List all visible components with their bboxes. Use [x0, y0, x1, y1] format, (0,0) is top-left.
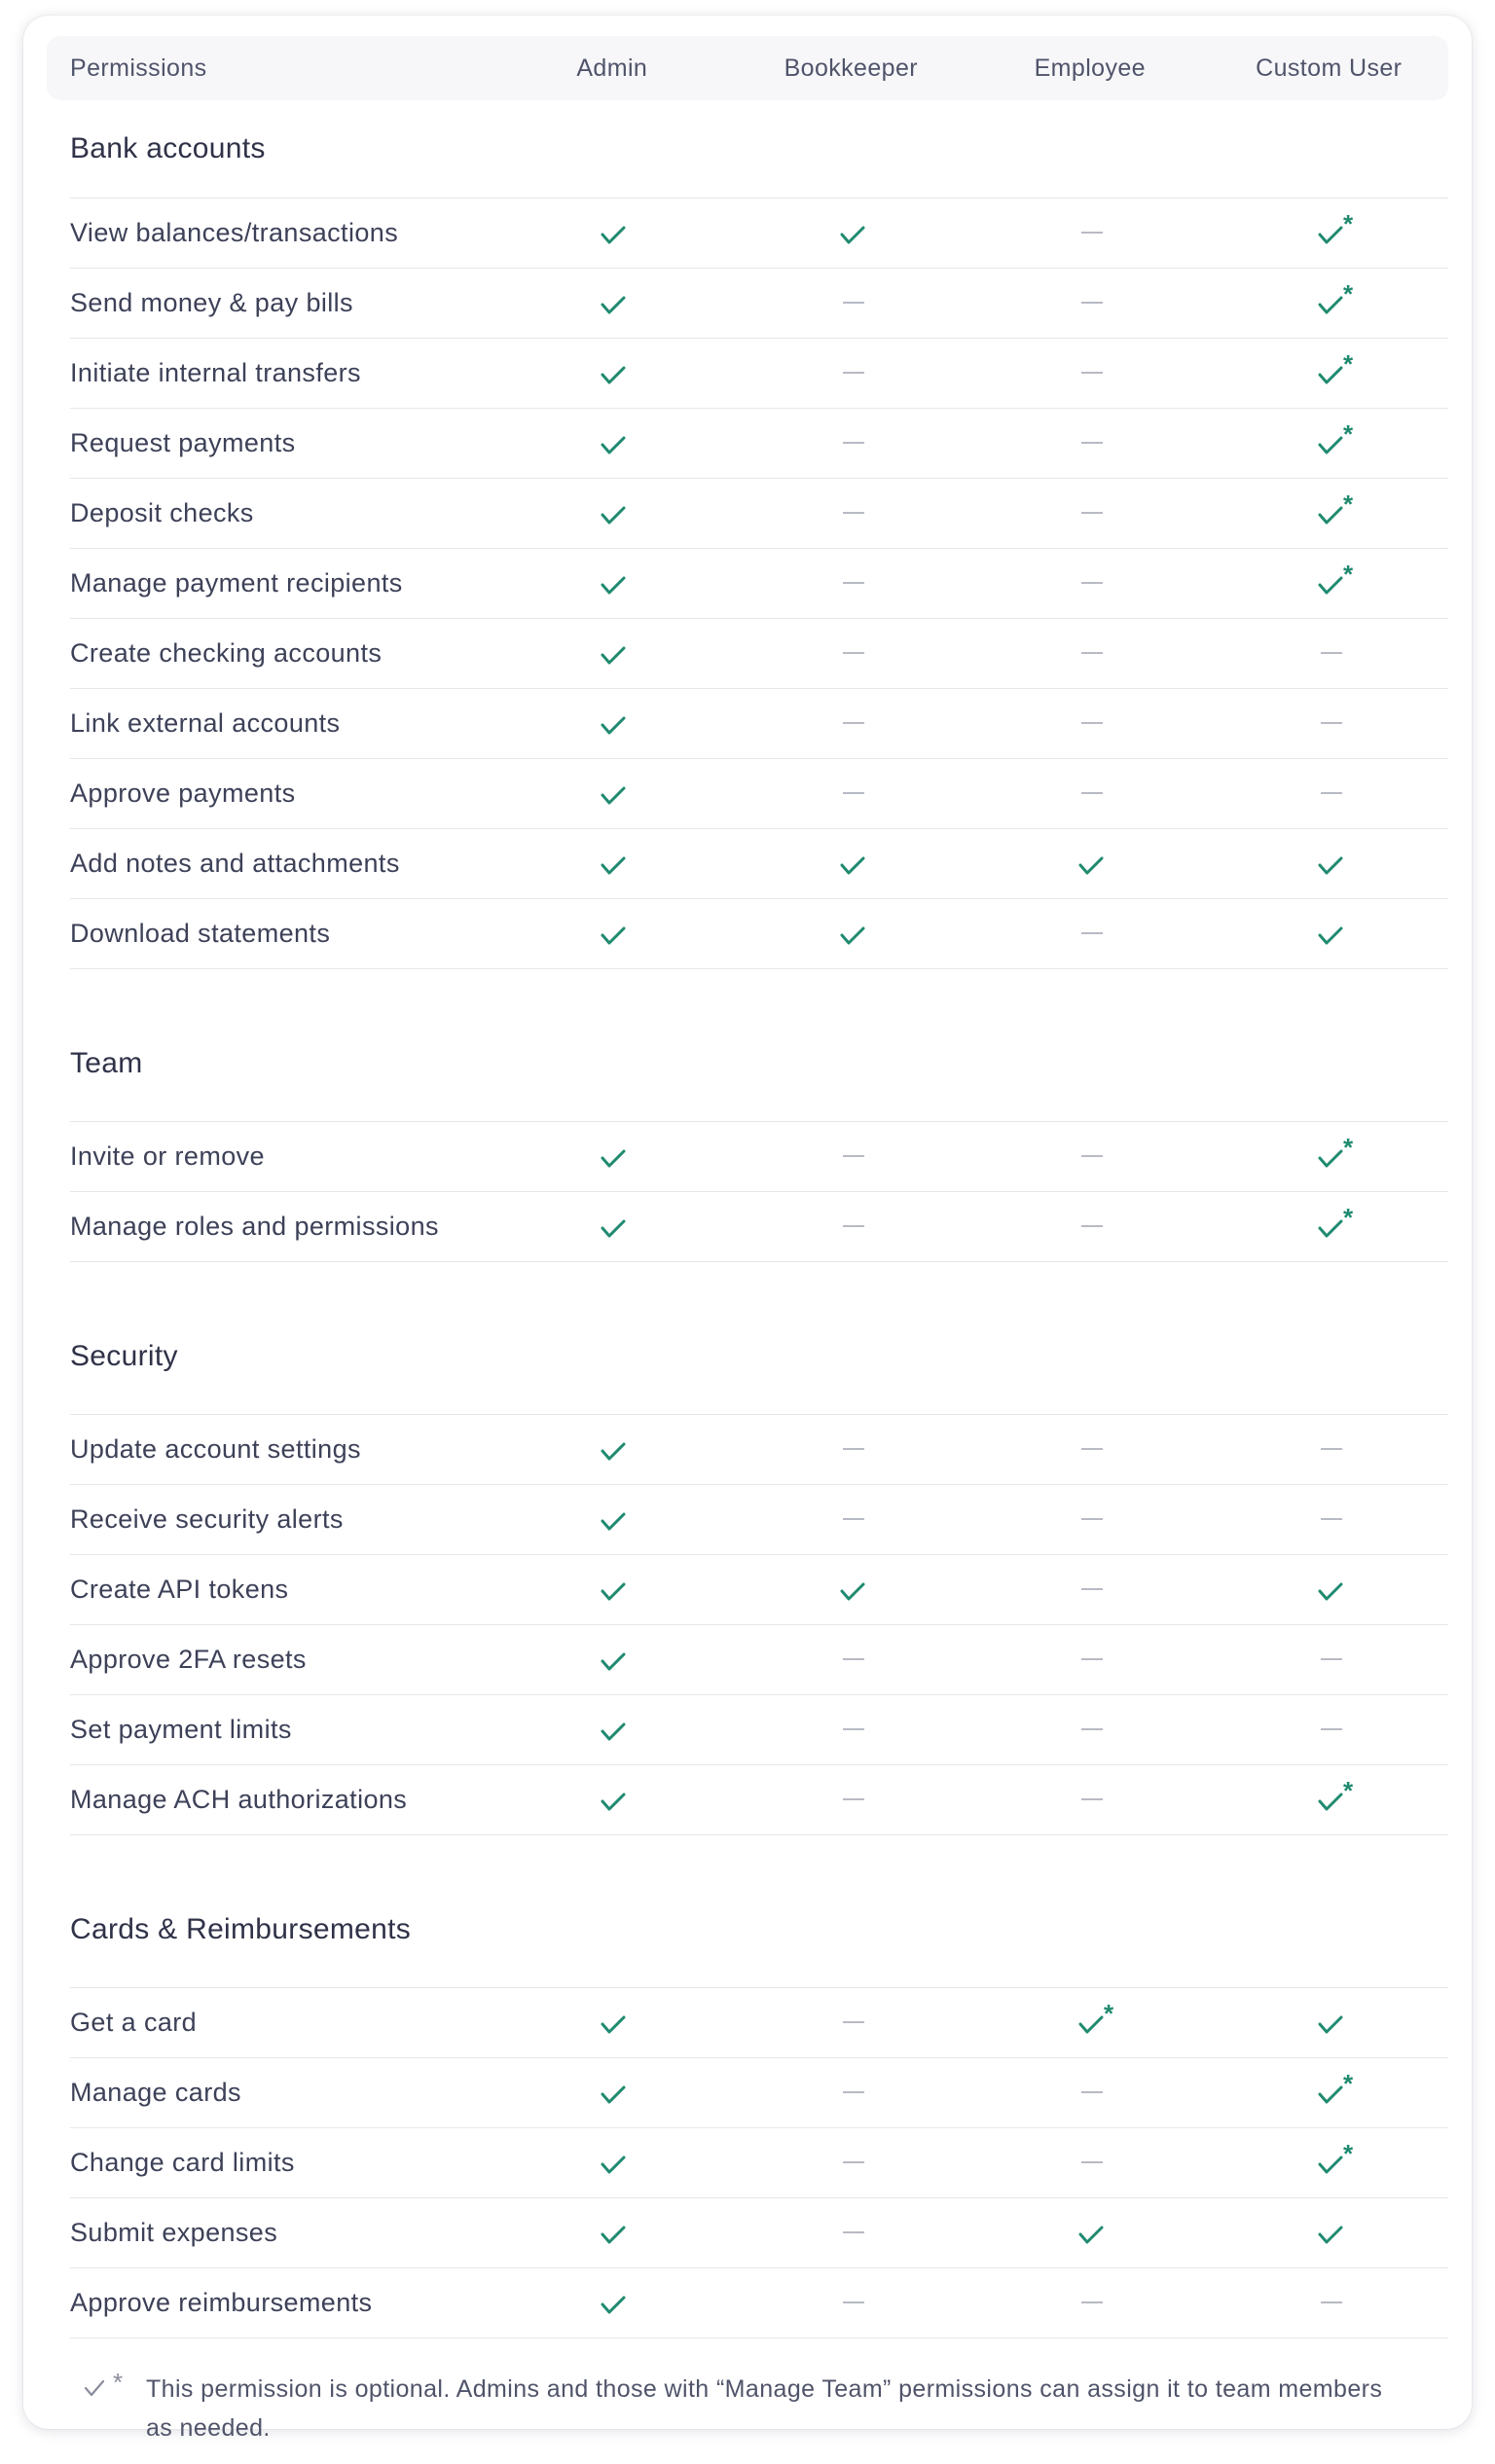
- dash-icon: [970, 549, 1210, 619]
- check-icon: [492, 2268, 732, 2338]
- optional-check-icon: [1210, 479, 1449, 549]
- dash-icon: [970, 619, 1210, 689]
- table-row: [70, 1988, 1448, 2058]
- svg-text:*: *: [1342, 348, 1353, 379]
- check-icon: [1210, 899, 1449, 969]
- permission-label: Add notes and attachments: [70, 849, 400, 878]
- permissions-card: [23, 16, 1472, 2442]
- dash-icon: [732, 479, 971, 549]
- dash-icon: [970, 1122, 1210, 1192]
- permission-label: Deposit checks: [70, 498, 254, 527]
- check-icon: [492, 479, 732, 549]
- table-row: [70, 759, 1448, 829]
- check-icon: [1210, 1555, 1449, 1625]
- section-title: Team: [70, 1006, 1448, 1122]
- table-row: [70, 1555, 1448, 1625]
- section: [70, 1872, 1448, 2338]
- table-row: [70, 479, 1448, 549]
- section: [70, 1006, 1448, 1262]
- table-row: [70, 409, 1448, 479]
- optional-check-icon: [1210, 1765, 1449, 1835]
- dash-icon: [732, 2058, 971, 2128]
- dash-icon: [970, 2058, 1210, 2128]
- dash-icon: [970, 339, 1210, 409]
- svg-text:*: *: [1342, 208, 1353, 238]
- permission-label: Initiate internal transfers: [70, 358, 361, 387]
- table-row: [70, 1122, 1448, 1192]
- dash-icon: [732, 2198, 971, 2268]
- check-icon: [492, 1988, 732, 2058]
- check-icon: [970, 2198, 1210, 2268]
- dash-icon: [732, 269, 971, 339]
- check-icon: [970, 829, 1210, 899]
- dash-icon: [970, 1695, 1210, 1765]
- svg-text:*: *: [1342, 1202, 1353, 1232]
- check-icon: [492, 549, 732, 619]
- dash-icon: [970, 689, 1210, 759]
- dash-icon: [970, 269, 1210, 339]
- svg-text:*: *: [1342, 418, 1353, 449]
- permission-label: Change card limits: [70, 2148, 295, 2177]
- header-role-employee: Employee: [1034, 54, 1146, 82]
- dash-icon: [970, 759, 1210, 829]
- table-row: [70, 2268, 1448, 2338]
- check-icon: [492, 2128, 732, 2198]
- table-row: [70, 1485, 1448, 1555]
- header-permissions: Permissions: [70, 54, 207, 82]
- permission-label: Update account settings: [70, 1434, 361, 1464]
- dash-icon: [732, 619, 971, 689]
- table-header: [47, 36, 1448, 100]
- dash-icon: [732, 1122, 971, 1192]
- dash-icon: [970, 409, 1210, 479]
- dash-icon: [732, 339, 971, 409]
- footnote-text: This permission is optional. Admins and those with “Manage Team” permissions can assign it to team members as needed.: [146, 2375, 1383, 2442]
- dash-icon: [732, 1192, 971, 1262]
- svg-text:*: *: [1104, 1998, 1114, 2028]
- permission-label: Download statements: [70, 919, 331, 948]
- table-row: [70, 1765, 1448, 1835]
- dash-icon: [970, 479, 1210, 549]
- svg-text:*: *: [1342, 1132, 1353, 1162]
- permission-label: Manage payment recipients: [70, 568, 403, 598]
- dash-icon: [732, 409, 971, 479]
- dash-icon: [1210, 619, 1449, 689]
- dash-icon: [970, 1765, 1210, 1835]
- svg-text:*: *: [1342, 2068, 1353, 2098]
- permission-label: Request payments: [70, 428, 296, 457]
- header-role-custom-user: Custom User: [1256, 54, 1403, 82]
- check-icon: [732, 829, 971, 899]
- table-row: [70, 339, 1448, 409]
- check-icon: [1210, 829, 1449, 899]
- permission-label: Create checking accounts: [70, 638, 383, 668]
- permission-label: Manage roles and permissions: [70, 1212, 439, 1241]
- check-icon: [492, 1555, 732, 1625]
- section: [70, 100, 1448, 969]
- permissions-table: [47, 100, 1448, 2338]
- dash-icon: [970, 1485, 1210, 1555]
- table-row: [70, 829, 1448, 899]
- check-icon: [492, 2058, 732, 2128]
- optional-check-icon: [1210, 2058, 1449, 2128]
- table-row: [70, 1695, 1448, 1765]
- check-icon: [492, 1625, 732, 1695]
- optional-check-icon: [1210, 409, 1449, 479]
- check-icon: [492, 269, 732, 339]
- optional-check-icon: [1210, 1192, 1449, 1262]
- dash-icon: [732, 549, 971, 619]
- dash-icon: [1210, 689, 1449, 759]
- dash-icon: [970, 2268, 1210, 2338]
- check-icon: [492, 759, 732, 829]
- table-row: [70, 549, 1448, 619]
- dash-icon: [1210, 1415, 1449, 1485]
- dash-icon: [732, 2128, 971, 2198]
- dash-icon: [1210, 1485, 1449, 1555]
- check-icon: [492, 1765, 732, 1835]
- svg-text:*: *: [1342, 559, 1353, 589]
- section: [70, 1299, 1448, 1835]
- table-row: [70, 899, 1448, 969]
- dash-icon: [1210, 1695, 1449, 1765]
- table-row: [70, 1625, 1448, 1695]
- svg-text:*: *: [1342, 2138, 1353, 2168]
- permission-label: Approve payments: [70, 779, 296, 808]
- check-icon: [732, 199, 971, 269]
- table-row: [70, 1415, 1448, 1485]
- header-role-admin: Admin: [576, 54, 648, 82]
- table-row: [70, 269, 1448, 339]
- permission-label: Set payment limits: [70, 1715, 292, 1744]
- check-icon: [732, 899, 971, 969]
- permission-label: Submit expenses: [70, 2218, 278, 2247]
- dash-icon: [732, 1625, 971, 1695]
- check-icon: [492, 409, 732, 479]
- optional-check-icon: [78, 2370, 146, 2409]
- section-title: Bank accounts: [70, 100, 1448, 199]
- optional-check-icon: [1210, 2128, 1449, 2198]
- dash-icon: [970, 1555, 1210, 1625]
- permission-label: Create API tokens: [70, 1575, 289, 1604]
- check-icon: [492, 1415, 732, 1485]
- dash-icon: [970, 1192, 1210, 1262]
- dash-icon: [970, 199, 1210, 269]
- dash-icon: [732, 1988, 971, 2058]
- check-icon: [492, 339, 732, 409]
- table-row: [70, 689, 1448, 759]
- permission-label: Approve reimbursements: [70, 2288, 373, 2317]
- check-icon: [492, 829, 732, 899]
- svg-text:*: *: [113, 2370, 124, 2397]
- dash-icon: [1210, 2268, 1449, 2338]
- svg-text:*: *: [1342, 278, 1353, 308]
- optional-check-icon: [970, 1988, 1210, 2058]
- permission-label: Invite or remove: [70, 1141, 265, 1171]
- dash-icon: [732, 1695, 971, 1765]
- header-role-bookkeeper: Bookkeeper: [784, 54, 918, 82]
- permission-label: Send money & pay bills: [70, 288, 353, 317]
- table-row: [70, 2058, 1448, 2128]
- check-icon: [1210, 2198, 1449, 2268]
- permission-label: Manage ACH authorizations: [70, 1785, 408, 1814]
- dash-icon: [970, 2128, 1210, 2198]
- permission-label: View balances/transactions: [70, 218, 399, 247]
- dash-icon: [732, 1765, 971, 1835]
- check-icon: [492, 619, 732, 689]
- check-icon: [492, 899, 732, 969]
- dash-icon: [1210, 759, 1449, 829]
- check-icon: [492, 1192, 732, 1262]
- optional-check-icon: [1210, 549, 1449, 619]
- table-row: [70, 2128, 1448, 2198]
- svg-text:*: *: [1342, 489, 1353, 519]
- table-row: [70, 1192, 1448, 1262]
- optional-check-icon: [1210, 1122, 1449, 1192]
- table-row: [70, 619, 1448, 689]
- dash-icon: [732, 1415, 971, 1485]
- permission-label: Approve 2FA resets: [70, 1645, 307, 1674]
- optional-check-icon: [1210, 339, 1449, 409]
- table-row: [70, 199, 1448, 269]
- permission-label: Link external accounts: [70, 708, 341, 738]
- permission-label: Manage cards: [70, 2078, 241, 2107]
- footnote: [47, 2370, 1448, 2447]
- check-icon: [492, 1695, 732, 1765]
- dash-icon: [732, 1485, 971, 1555]
- check-icon: [492, 1122, 732, 1192]
- svg-text:*: *: [1342, 1775, 1353, 1805]
- check-icon: [1210, 1988, 1449, 2058]
- optional-check-icon: [1210, 269, 1449, 339]
- dash-icon: [1210, 1625, 1449, 1695]
- check-icon: [492, 1485, 732, 1555]
- check-icon: [492, 2198, 732, 2268]
- check-icon: [732, 1555, 971, 1625]
- dash-icon: [732, 759, 971, 829]
- check-icon: [492, 199, 732, 269]
- section-title: Cards & Reimbursements: [70, 1872, 1448, 1988]
- section-title: Security: [70, 1299, 1448, 1415]
- optional-check-icon: [1210, 199, 1449, 269]
- dash-icon: [970, 899, 1210, 969]
- table-row: [70, 2198, 1448, 2268]
- dash-icon: [970, 1625, 1210, 1695]
- permission-label: Get a card: [70, 2008, 198, 2037]
- permission-label: Receive security alerts: [70, 1504, 344, 1534]
- check-icon: [492, 689, 732, 759]
- dash-icon: [970, 1415, 1210, 1485]
- dash-icon: [732, 2268, 971, 2338]
- dash-icon: [732, 689, 971, 759]
